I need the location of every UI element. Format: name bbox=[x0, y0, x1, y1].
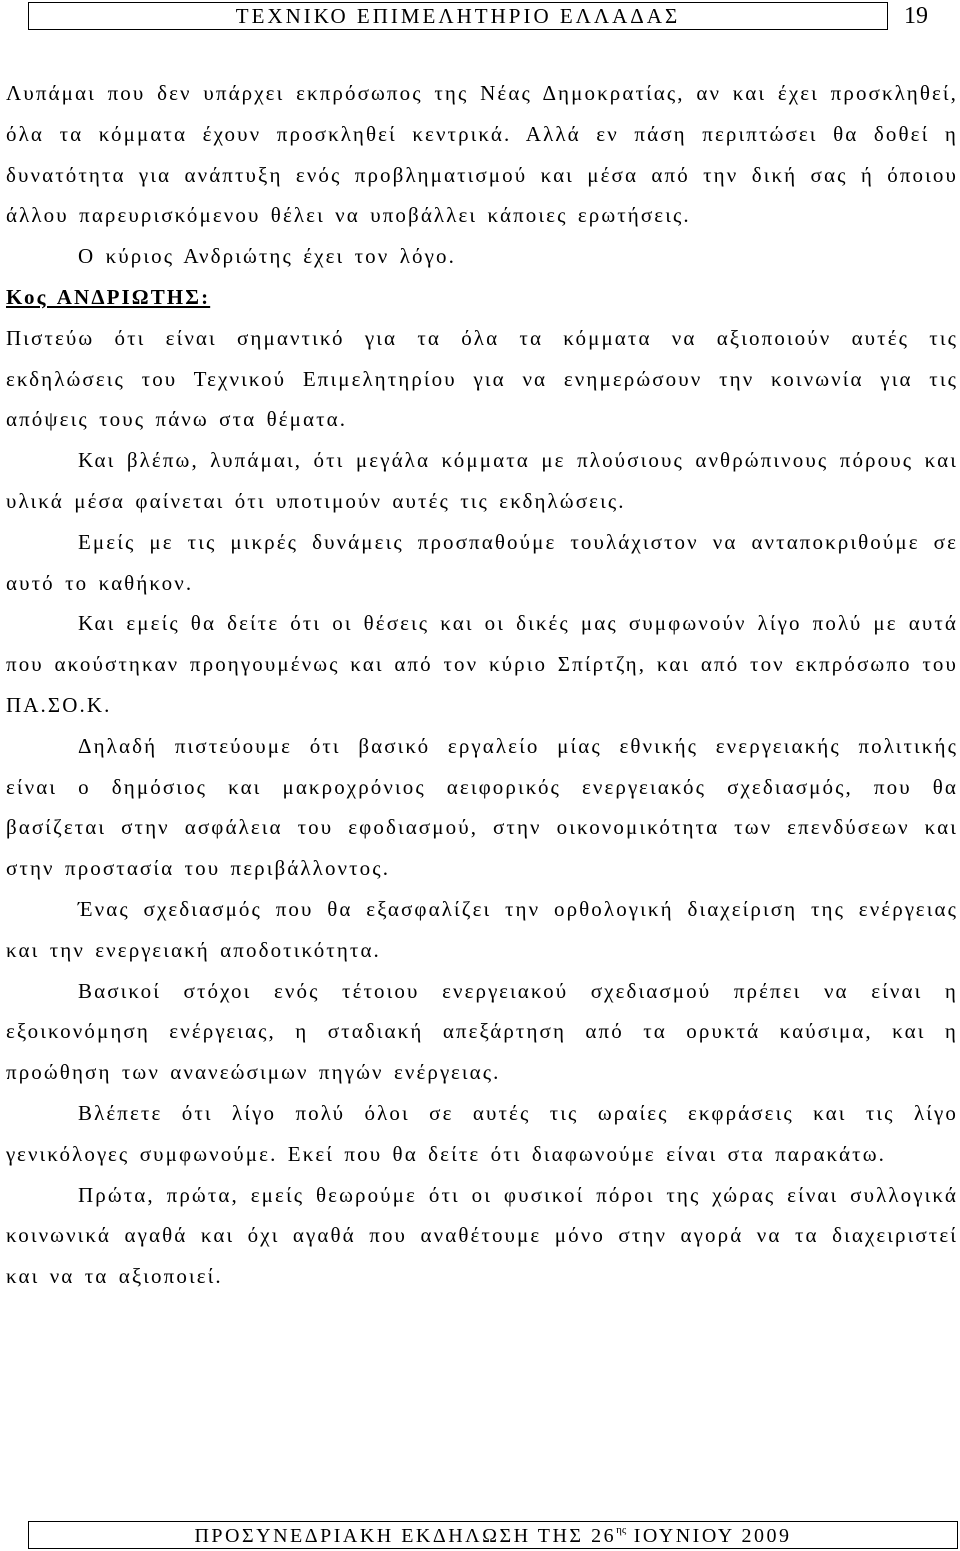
speech-paragraph: Δηλαδή πιστεύουμε ότι βασικό εργαλείο μίας εθνικής ενεργειακής πολιτικής είναι ο δημόσιος και μακροχρόνιος αειφορικός ενεργειακός σχεδιασμός, που θα βασίζεται στην ασφάλεια του εφοδιασμού, στην οικονομικότητα των επενδύσεων και στην προστασία του περιβάλλοντος. bbox=[6, 733, 958, 881]
speech-paragraph: Πρώτα, πρώτα, εμείς θεωρούμε ότι οι φυσικοί πόροι της χώρας είναι συλλογικά κοινωνικά αγαθά και όχι αγαθά που αναθέτουμε μόνο στην αγορά να τα διαχειριστεί και να τα αξιοποιεί. bbox=[6, 1182, 958, 1289]
transcript-body bbox=[6, 73, 958, 1297]
speech-paragraph: Και εμείς θα δείτε ότι οι θέσεις και οι δικές μας συμφωνούν λίγο πολύ με αυτά που ακούστηκαν προηγουμένως και από τον κύριο Σπίρτζη, και από τον εκπρόσωπο του ΠΑ.ΣΟ.Κ. bbox=[6, 611, 958, 717]
speech-paragraph: Και βλέπω, λυπάμαι, ότι μεγάλα κόμματα με πλούσιους ανθρώπινους πόρους και υλικά μέσα φαίνεται ότι υποτιμούν αυτές τις εκδηλώσεις. bbox=[6, 448, 958, 513]
speech-paragraph: Βασικοί στόχοι ενός τέτοιου ενεργειακού σχεδιασμού πρέπει να είναι η εξοικονόμηση ενέργειας, η σταδιακή απεξάρτηση από τα ορυκτά καύσιμα, και η προώθηση των ανανεώσιμων πηγών ενέργειας. bbox=[6, 978, 958, 1085]
page-footer bbox=[28, 1521, 958, 1549]
speech-paragraph: Ένας σχεδιασμός που θα εξασφαλίζει την ορθολογική διαχείριση της ενέργειας και την ενεργειακή αποδοτικότητα. bbox=[6, 896, 958, 962]
page-number: 19 bbox=[904, 3, 928, 29]
speech-paragraph: Εμείς με τις μικρές δυνάμεις προσπαθούμε τουλάχιστον να ανταποκριθούμε σε αυτό το καθήκον. bbox=[6, 529, 958, 595]
header-title: ΤΕΧΝΙΚΟ ΕΠΙΜΕΛΗΤΗΡΙΟ ΕΛΛΑΔΑΣ bbox=[235, 3, 681, 28]
speech-paragraph: Βλέπετε ότι λίγο πολύ όλοι σε αυτές τις ωραίες εκφράσεις και τις λίγο γενικόλογες συμφωνούμε. Εκεί που θα δείτε ότι διαφωνούμε είναι στα παρακάτω. bbox=[6, 1100, 958, 1166]
floor-given-line: Ο κύριος Ανδριώτης έχει τον λόγο. bbox=[78, 244, 456, 269]
footer-text bbox=[194, 1525, 791, 1546]
footer-text-date: ΙΟΥΝΙΟΥ 2009 bbox=[626, 1524, 792, 1547]
intro-paragraph: Λυπάμαι που δεν υπάρχει εκπρόσωπος της Νέας Δημοκρατίας, αν και έχει προσκληθεί, όλα τα κόμματα έχουν προσκληθεί κεντρικά. Αλλά εν πάση περιπτώσει θα δοθεί η δυνατότητα για ανάπτυξη ενός προβληματισμού και μέσα από την δική σας ή όποιου άλλου παρευρισκόμενου θέλει να υποβάλλει κάποιες ερωτήσεις. bbox=[6, 81, 958, 228]
page-header bbox=[28, 2, 888, 30]
footer-ordinal-suffix: ης bbox=[616, 1523, 627, 1536]
speaker-label: Κος ΑΝΔΡΙΩΤΗΣ: bbox=[6, 284, 211, 309]
speech-paragraph: Πιστεύω ότι είναι σημαντικό για τα όλα τα κόμματα να αξιοποιούν αυτές τις εκδηλώσεις του Τεχνικού Επιμελητηρίου για να ενημερώσουν την κοινωνία για τις απόψεις τους πάνω στα θέματα. bbox=[6, 325, 958, 432]
footer-text-main: ΠΡΟΣΥΝΕΔΡΙΑΚΗ ΕΚΔΗΛΩΣΗ ΤΗΣ 26 bbox=[194, 1524, 617, 1547]
